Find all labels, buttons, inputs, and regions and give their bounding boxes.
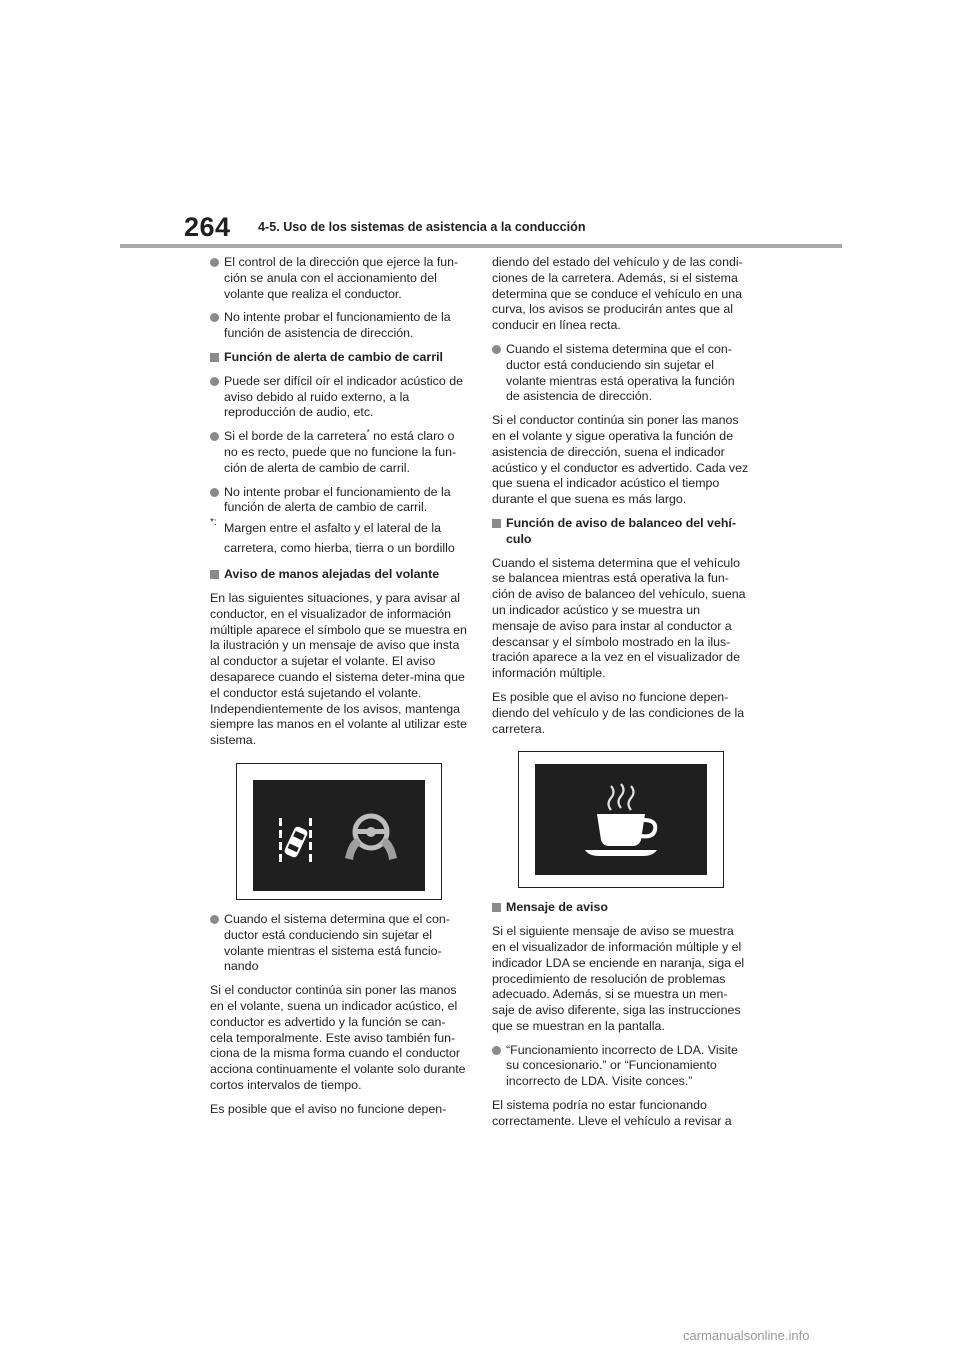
paragraph: El sistema podría no estar funcionando correctamente. Lleve el vehículo a revisar a xyxy=(492,1098,732,1128)
footnote-text: Margen entre el asfalto y el lateral de la carretera, como hierba, tierra o un bordillo xyxy=(224,521,455,556)
bullet-item: No intente probar el funcionamiento de la función de asistencia de dirección. xyxy=(210,310,468,342)
hands-off-warning-figure xyxy=(236,763,442,900)
subheading: Función de alerta de cambio de carril xyxy=(210,350,468,366)
left-column xyxy=(210,255,468,1125)
page-number: 264 xyxy=(184,212,231,242)
bullet-text: Si el borde de la carretera xyxy=(224,429,367,444)
paragraph: diendo del estado del vehículo y de las condi-ciones de la carretera. Además, si el sistema determina que se conduce el vehículo en una curva, los avisos se producirán antes que al conducir en línea recta. xyxy=(492,255,743,333)
paragraph: Si el siguiente mensaje de aviso se muestra en el visualizador de información múltiple y el indicador LDA se enciende en naranja, siga el procedimiento de resolución de problemas adecuado. Además, si se muestra un men-saje de aviso diferente, siga las instrucciones que se muestran en la pantalla. xyxy=(492,924,745,1033)
paragraph: Si el conductor continúa sin poner las manos en el volante, suena un indicador acústico, el conductor es advertido y la función se can-cela temporalmente. Este aviso también fun-ciona de la misma forma cuando el conductor acciona continuamente el volante solo durante cortos intervalos de tiempo. xyxy=(210,983,466,1092)
coffee-cup-icon xyxy=(535,764,707,875)
right-column xyxy=(492,255,750,1138)
bullet-item: Puede ser difícil oír el indicador acústico de aviso debido al ruido externo, a la reproducción de audio, etc. xyxy=(210,374,468,421)
bullet-item: Cuando el sistema determina que el con-ductor está conduciendo sin sujetar el volante mientras el sistema está funcio-nando xyxy=(210,912,468,975)
footnote-ref: * xyxy=(366,428,370,438)
vehicle-sway-warning-figure xyxy=(518,751,724,888)
bullet-item: “Funcionamiento incorrecto de LDA. Visite su concesionario.” or “Funcionamiento incorrecto de LDA. Visite conces.” xyxy=(492,1043,750,1090)
bullet-item: El control de la dirección que ejerce la fun-ción se anula con el accionamiento del volante que realiza el conductor. xyxy=(210,255,468,302)
paragraph: Si el conductor continúa sin poner las manos en el volante y sigue operativa la función de asistencia de dirección, suena el indicador acústico y el conductor es advertido. Cada vez que suena el indicador acústico el tiempo durante el que suena es más largo. xyxy=(492,413,749,507)
hands-off-symbols xyxy=(253,780,425,891)
section-title: 4-5. Uso de los sistemas de asistencia a la conducción xyxy=(258,220,586,234)
bullet-item xyxy=(210,429,468,476)
display-screen xyxy=(253,780,425,891)
paragraph: Cuando el sistema determina que el vehículo se balancea mientras está operativa la fun-ción de aviso de balanceo del vehículo, suena un indicador acústico y se muestra un mensaje de aviso para instar al conductor a descansar y el símbolo mostrado en la ilus-tración aparece a la vez en el visualizador de información múltiple. xyxy=(492,555,746,681)
steering-wheel-hands-icon xyxy=(345,816,397,860)
bullet-item: Cuando el sistema determina que el con-ductor está conduciendo sin sujetar el volante mientras está operativa la función de asistencia de dirección. xyxy=(492,342,750,405)
footnote xyxy=(210,518,468,558)
header-rule xyxy=(120,244,842,248)
paragraph: En las siguientes situaciones, y para avisar al conductor, en el visualizador de información múltiple aparece el símbolo que se muestra en la ilustración y un mensaje de aviso que insta al conductor a sujetar el volante. El aviso desaparece cuando el sistema deter-mina que el conductor está sujetando el volante. Independientemente de los avisos, mantenga siempre las manos en el volante al utilizar este sistema. xyxy=(210,590,467,748)
paragraph: Es posible que el aviso no funcione depen-diendo del vehículo y de las condiciones de la carretera. xyxy=(492,689,745,736)
display-screen xyxy=(535,764,707,875)
footnote-mark: *: xyxy=(210,517,217,529)
watermark: carmanualsonline.info xyxy=(683,1328,810,1343)
subheading: Mensaje de aviso xyxy=(492,900,750,916)
paragraph: Es posible que el aviso no funcione depen- xyxy=(210,1101,447,1116)
lane-departure-car-icon xyxy=(279,818,312,862)
subheading: Aviso de manos alejadas del volante xyxy=(210,567,468,583)
bullet-item: No intente probar el funcionamiento de la función de alerta de cambio de carril. xyxy=(210,485,468,517)
bullet-text: no está claro o no es recto, puede que no funcione la fun-ción de alerta de cambio de carril. xyxy=(224,429,457,475)
subheading: Función de aviso de balanceo del vehí-culo xyxy=(492,516,750,548)
